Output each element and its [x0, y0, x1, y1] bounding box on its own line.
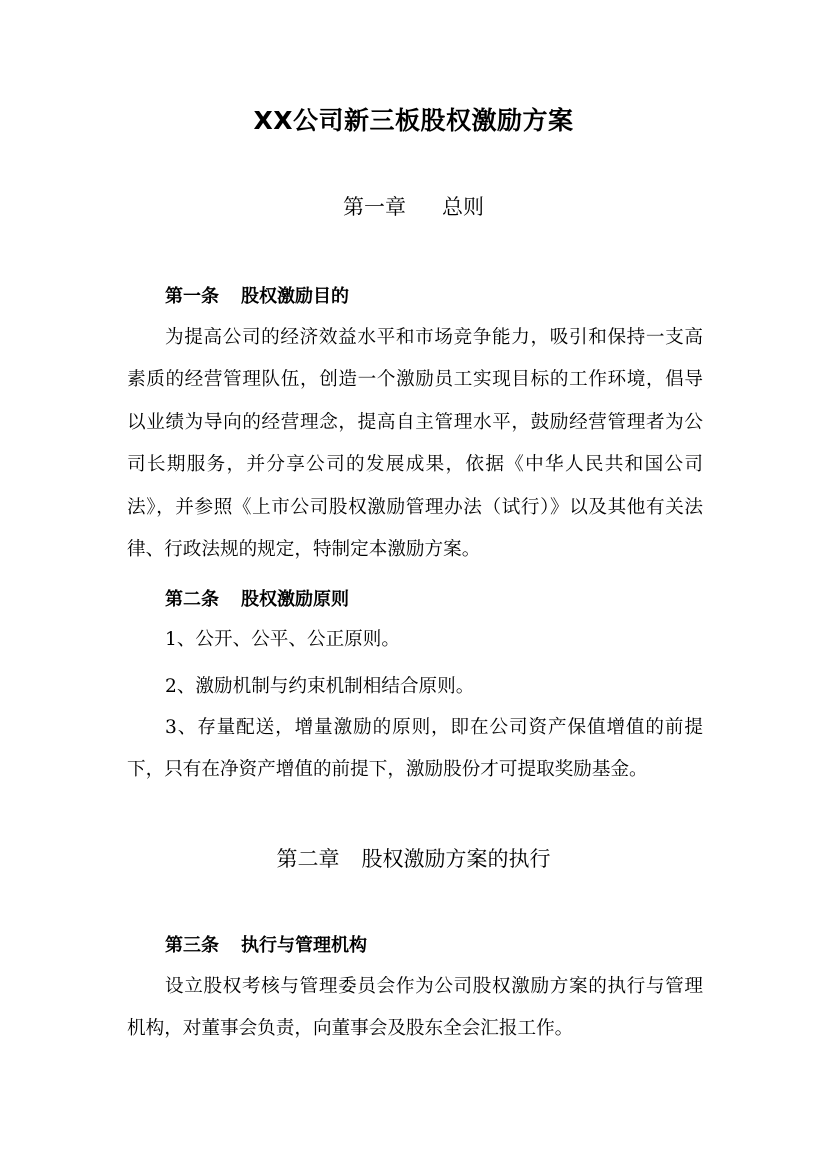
article-1-name: 股权激励目的	[241, 286, 349, 307]
article-3-name: 执行与管理机构	[241, 935, 367, 956]
chapter-1-label: 第一章	[343, 195, 406, 219]
article-1-heading	[165, 284, 349, 310]
article-2-label: 第二条	[165, 589, 219, 610]
article-2-name: 股权激励原则	[241, 589, 349, 610]
article-3-paragraph: 设立股权考核与管理委员会作为公司股权激励方案的执行与管理机构，对董事会负责，向董事会及股东全会汇报工作。	[127, 976, 703, 1040]
principle-item: 2、激励机制与约束机制相结合原则。	[165, 676, 475, 697]
article-3-label: 第三条	[165, 935, 219, 956]
article-3-heading	[165, 933, 367, 959]
chapter-2-label: 第二章	[276, 847, 340, 871]
document-title: XX公司新三板股权激励方案	[253, 106, 574, 135]
article-2-heading	[165, 587, 349, 613]
principle-item: 3、存量配送，增量激励的原则，即在公司资产保值增值的前提下，只有在净资产增值的前提下，激励股份才可提取奖励基金。	[127, 717, 703, 781]
chapter-2-name: 股权激励方案的执行	[361, 847, 551, 871]
principle-item: 1、公开、公平、公正原则。	[165, 629, 400, 650]
article-1-label: 第一条	[165, 286, 219, 307]
chapter-2-heading	[0, 844, 827, 874]
article-1-paragraph: 为提高公司的经济效益水平和市场竞争能力，吸引和保持一支高素质的经营管理队伍，创造一个激励员工实现目标的工作环境，倡导以业绩为导向的经营理念，提高自主管理水平，鼓励经营管理者为公司长期服务，并分享公司的发展成果，依据《中华人民共和国公司法》，并参照《上市公司股权激励管理办法（试行）》以及其他有关法律、行政法规的规定，特制定本激励方案。	[127, 327, 703, 561]
chapter-1-heading	[0, 192, 827, 222]
chapter-1-name: 总则	[442, 195, 484, 219]
